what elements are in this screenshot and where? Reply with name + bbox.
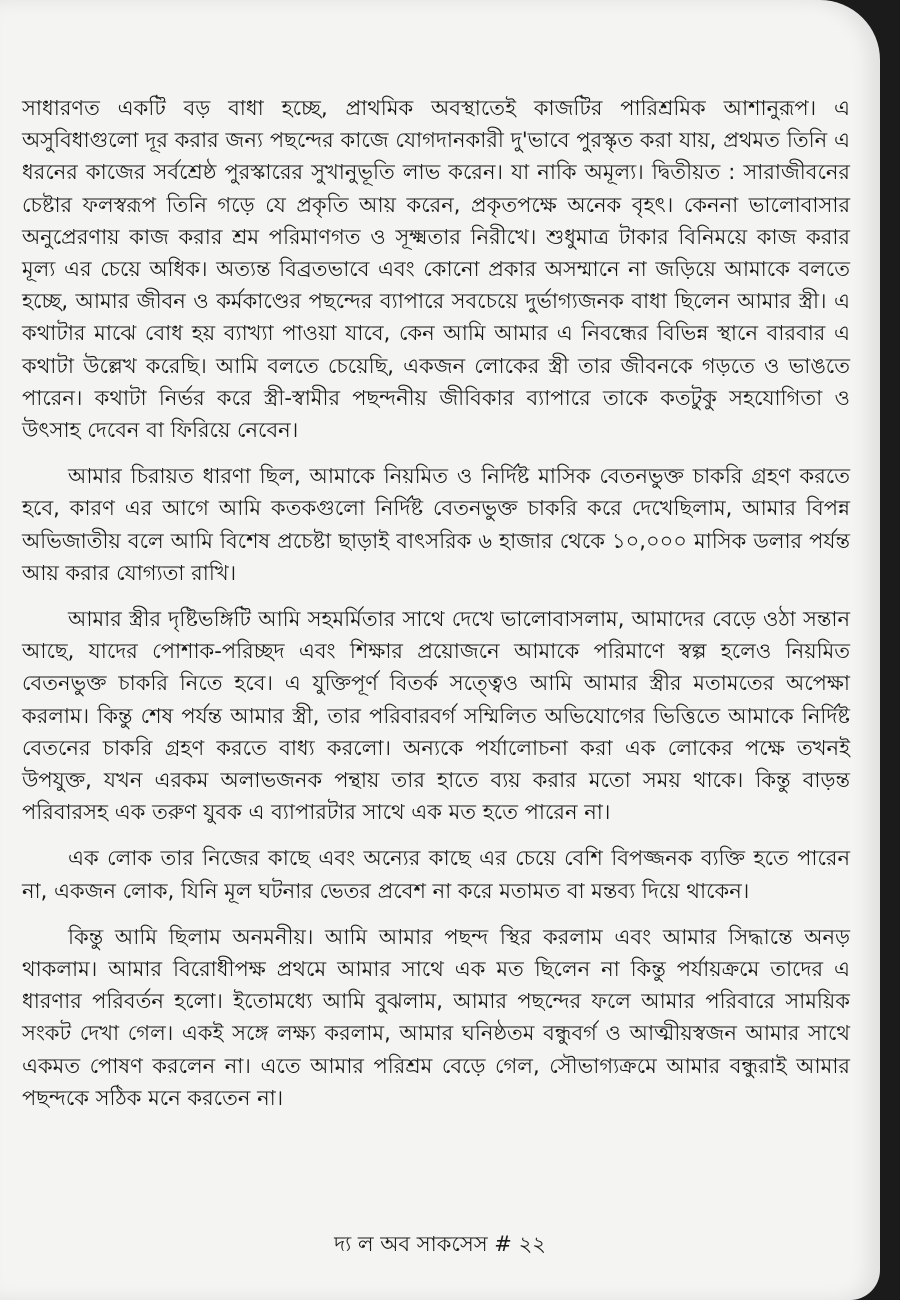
paragraph-4: এক লোক তার নিজের কাছে এবং অন্যের কাছে এর চেয়ে বেশি বিপজ্জনক ব্যক্তি হতে পারেন না, একজন লোক, যিনি মূল ঘটনার ভেতর প্রবেশ না করে মতামত বা মন্তব্য দিয়ে থাকেন।: [22, 846, 850, 903]
page-footer: দ্য ল অব সাকসেস # ২২: [334, 1232, 546, 1256]
paragraph-5: কিন্তু আমি ছিলাম অনমনীয়। আমি আমার পছন্দ স্থির করলাম এবং আমার সিদ্ধান্তে অনড় থাকলাম। আমার বিরোধীপক্ষ প্রথমে আমার সাথে এক মত ছিলেন না কিন্তু পর্যায়ক্রমে তাদের এ ধারণার পরিবর্তন হলো। ইতোমধ্যে আমি বুঝলাম, আমার পছন্দের ফলে আমার পরিবারে সাময়িক সংকট দেখা গেল। একই সঙ্গে লক্ষ্য করলাম, আমার ঘনিষ্ঠতম বন্ধুবর্গ ও আত্মীয়স্বজন আমার সাথে একমত পোষণ করলেন না। এতে আমার পরিশ্রম বেড়ে গেল, সৌভাগ্যক্রমে আমার বন্ধুরাই আমার পছন্দকে সঠিক মনে করতেন না।: [22, 924, 850, 1110]
paragraph-1: সাধারণত একটি বড় বাধা হচ্ছে, প্রাথমিক অবস্থাতেই কাজটির পারিশ্রমিক আশানুরূপ। এ অসুবিধাগুলো দূর করার জন্য পছন্দের কাজে যোগদানকারী দু'ভাবে পুরস্কৃত করা যায়, প্রথমত তিনি এ ধরনের কাজের সর্বশ্রেষ্ঠ পুরস্কারের সুখানুভূতি লাভ করেন। যা নাকি অমূল্য। দ্বিতীয়ত : সারাজীবনের চেষ্টার ফলস্বরূপ তিনি গড়ে যে প্রকৃতি আয় করেন, প্রকৃতপক্ষে অনেক বৃহৎ। কেননা ভালোবাসার অনুপ্রেরণায় কাজ করার শ্রম পরিমাণগত ও সূক্ষ্মতার নিরীখে। শুধুমাত্র টাকার বিনিময়ে কাজ করার মূল্য এর চেয়ে অধিক। অত্যন্ত বিব্রতভাবে এবং কোনো প্রকার অসম্মানে না জড়িয়ে আমাকে বলতে হচ্ছে, আমার জীবন ও কর্মকাণ্ডের পছন্দের ব্যাপারে সবচেয়ে দুর্ভাগ্যজনক বাধা ছিলেন আমার স্ত্রী। এ কথাটার মাঝে বোধ হয় ব্যাখ্যা পাওয়া যাবে, কেন আমি আমার এ নিবন্ধের বিভিন্ন স্থানে বারবার এ কথাটা উল্লেখ করেছি। আমি বলতে চেয়েছি, একজন লোকের স্ত্রী তার জীবনকে গড়তে ও ভাঙতে পারেন। কথাটা নির্ভর করে স্ত্রী-স্বামীর পছন্দনীয় জীবিকার ব্যাপারে তাকে কতটুকু সহযোগিতা ও উৎসাহ দেবেন বা ফিরিয়ে নেবেন।: [22, 96, 850, 443]
paragraph-2: আমার চিরায়ত ধারণা ছিল, আমাকে নিয়মিত ও নির্দিষ্ট মাসিক বেতনভুক্ত চাকরি গ্রহণ করতে হবে, কারণ এর আগে আমি কতকগুলো নির্দিষ্ট বেতনভুক্ত চাকরি করে দেখেছিলাম, আমার বিপন্ন অভিজাতীয় বলে আমি বিশেষ প্রচেষ্টা ছাড়াই বাৎসরিক ৬ হাজার থেকে ১০,০০০ মাসিক ডলার পর্যন্ত আয় করার যোগ্যতা রাখি।: [22, 464, 850, 585]
paragraph-3: আমার স্ত্রীর দৃষ্টিভঙ্গিটি আমি সহমর্মিতার সাথে দেখে ভালোবাসলাম, আমাদের বেড়ে ওঠা সন্তান আছে, যাদের পোশাক-পরিচ্ছদ এবং শিক্ষার প্রয়োজনে আমাকে পরিমাণে স্বল্প হলেও নিয়মিত বেতনভুক্ত চাকরি নিতে হবে। এ যুক্তিপূর্ণ বিতর্ক সত্ত্বেও আমি আমার স্ত্রীর মতামতের অপেক্ষা করলাম। কিন্তু শেষ পর্যন্ত আমার স্ত্রী, তার পরিবারবর্গ সম্মিলিত অভিযোগের ভিত্তিতে আমাকে নির্দিষ্ট বেতনের চাকরি গ্রহণ করতে বাধ্য করলো। অন্যকে পর্যালোচনা করা এক লোকের পক্ষে তখনই উপযুক্ত, যখন এরকম অলাভজনক পন্থায় তার হাতে ব্যয় করার মতো সময় থাকে। কিন্তু বাড়ন্ত পরিবারসহ এক তরুণ যুবক এ ব্যাপারটার সাথে এক মত হতে পারেন না।: [22, 607, 850, 825]
body-text: [22, 92, 850, 1114]
